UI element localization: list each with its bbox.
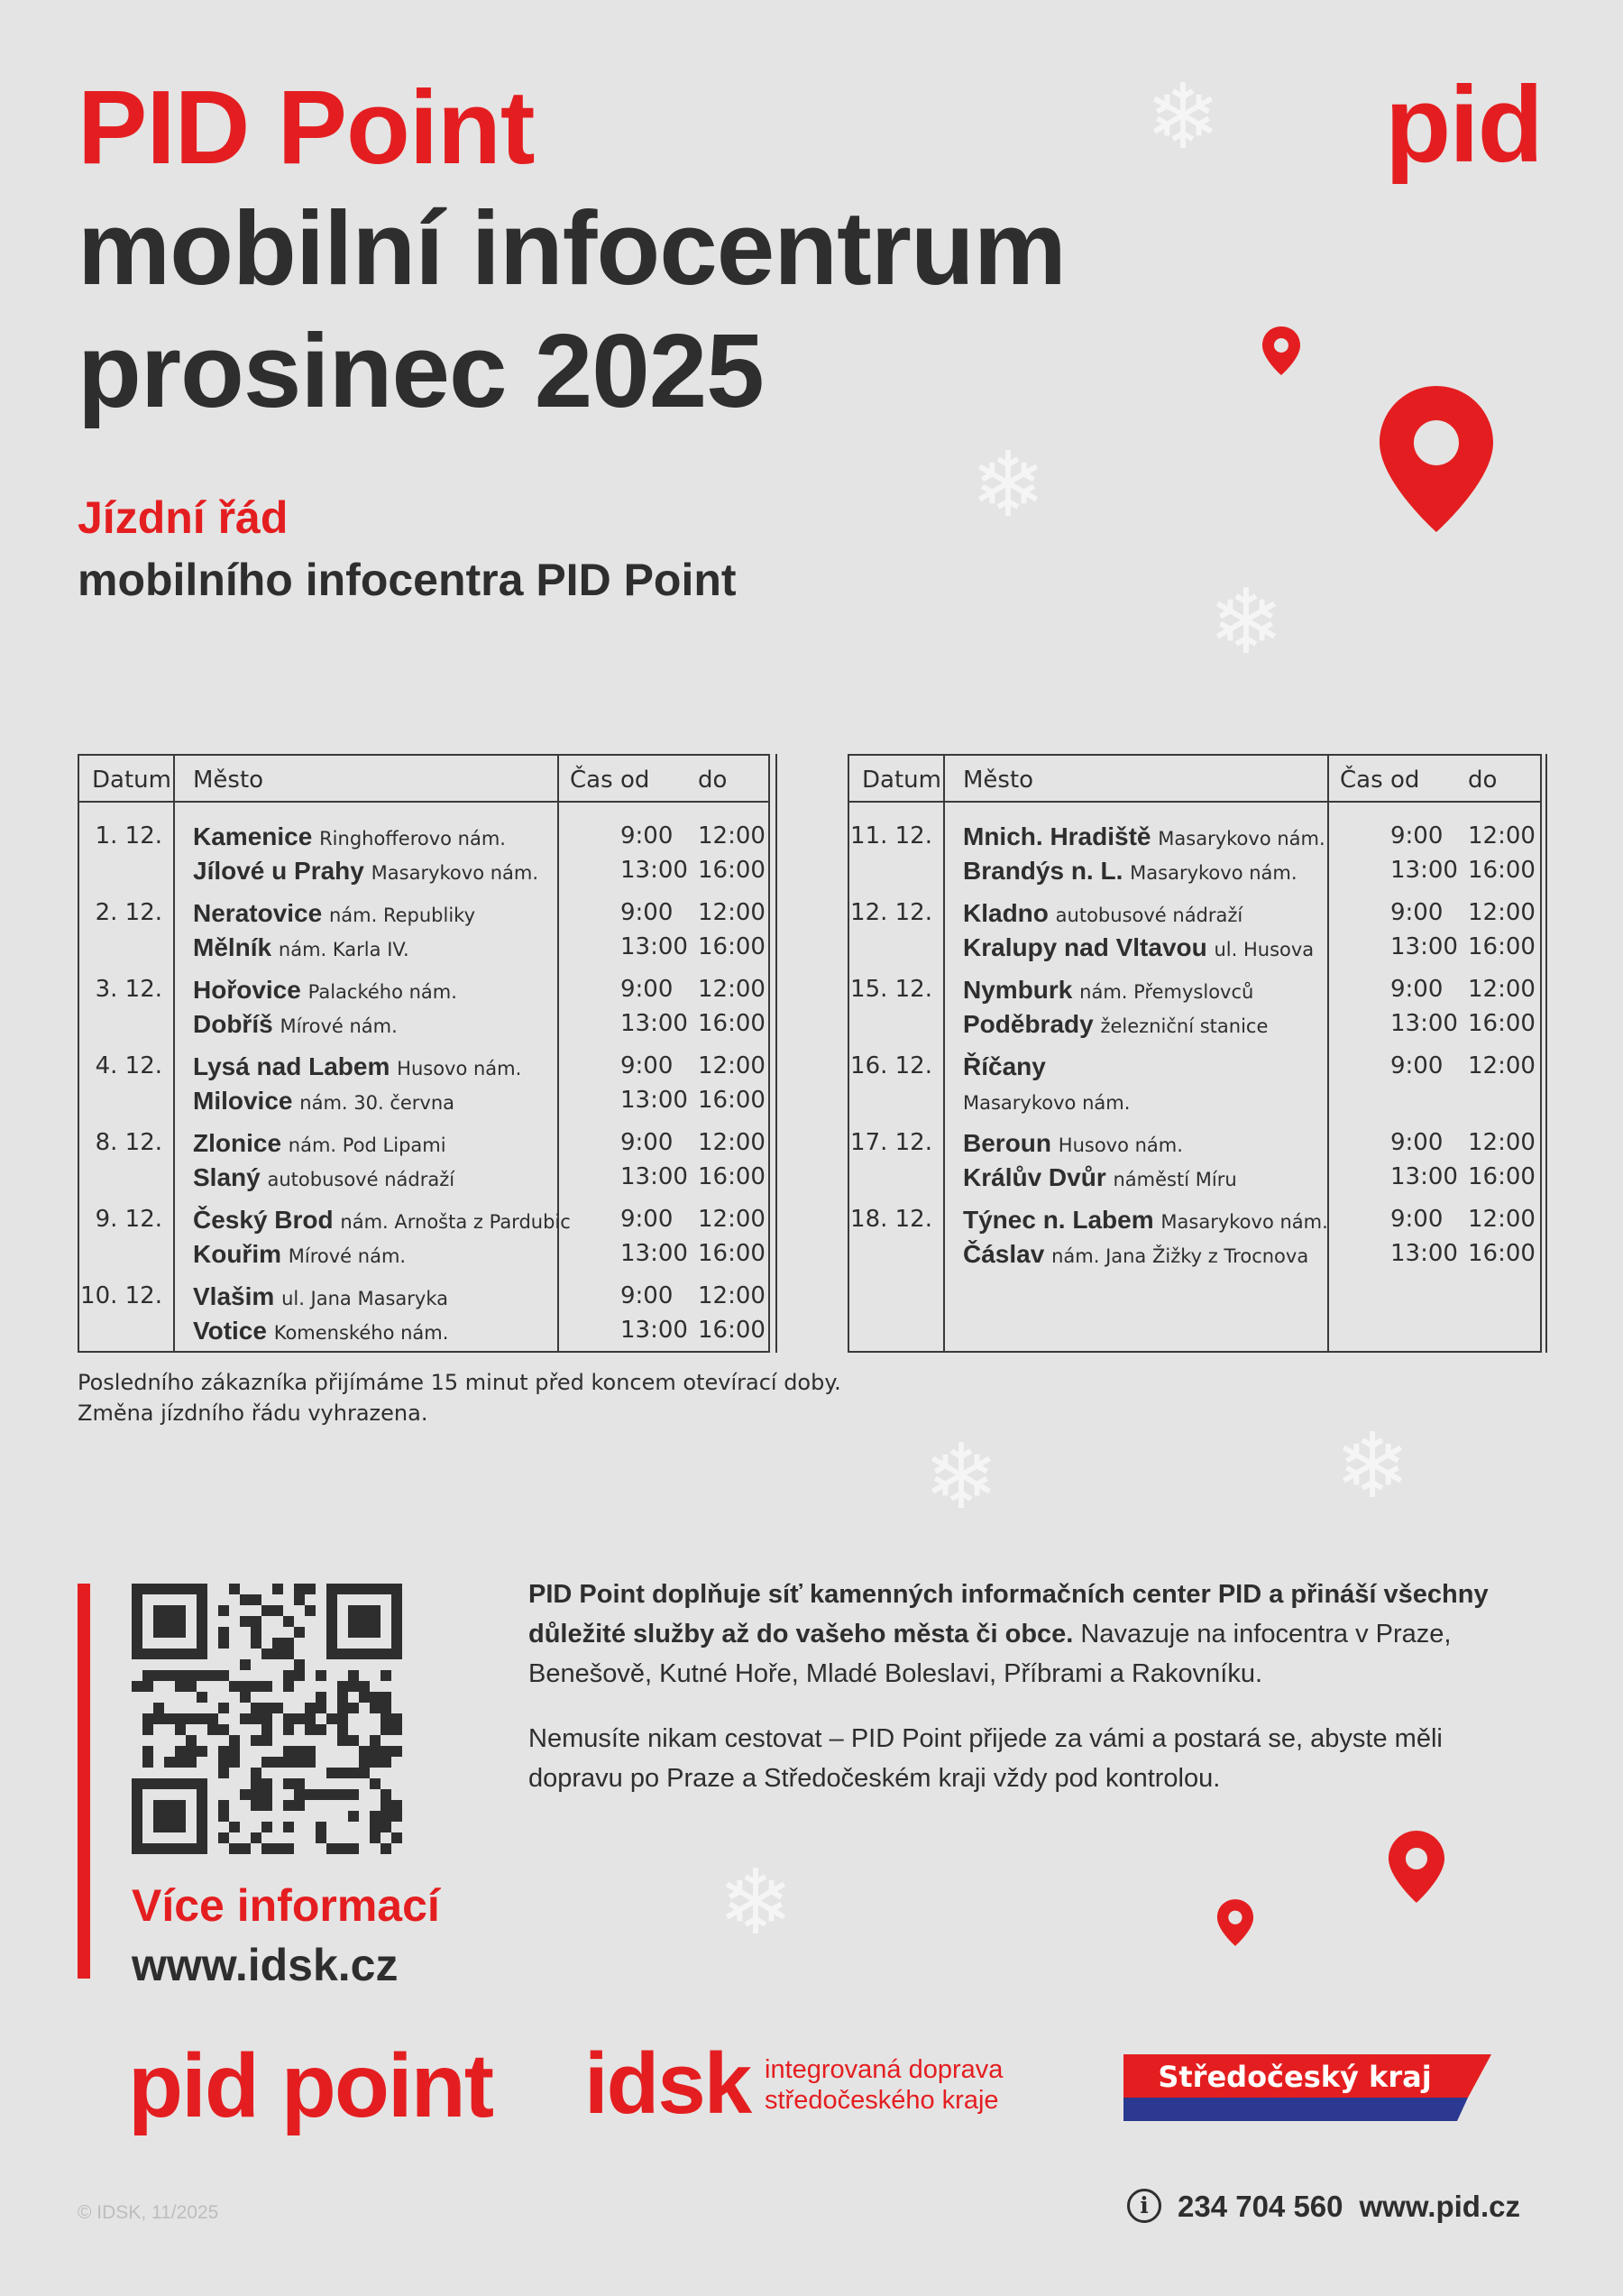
- row-date: 2. 12.: [95, 899, 162, 926]
- stop-location: [963, 1163, 1237, 1192]
- table-row: [79, 1284, 768, 1356]
- stop-location: [193, 1129, 446, 1158]
- city-name: Mělník: [193, 933, 272, 961]
- description-text: Navazuje na infocentra v Praze, Benešově, Kutné Hoře, Mladé Boleslavi, Příbrami a Rakovníku.: [528, 1620, 1452, 1688]
- stop-location: [193, 899, 475, 928]
- city-name: Vlašim: [193, 1282, 275, 1310]
- row-date: 1. 12.: [95, 822, 162, 850]
- schedule-table-left: [78, 754, 770, 1353]
- copyright: © IDSK, 11/2025: [78, 2202, 219, 2223]
- snowflake-icon: ❄: [1208, 569, 1284, 675]
- city-name: Český Brod: [193, 1206, 334, 1234]
- phone-number[interactable]: 234 704 560: [1178, 2190, 1343, 2223]
- header-from: od: [620, 767, 650, 794]
- stop-location: [193, 1282, 448, 1311]
- stop-location: [193, 1240, 406, 1269]
- time-to: 12:00: [1468, 1129, 1536, 1156]
- stop-location: [193, 857, 538, 886]
- city-name: Říčany: [963, 1052, 1046, 1080]
- subtitle-secondary: mobilního infocentra PID Point: [78, 555, 737, 605]
- stop-address: Husovo nám.: [397, 1058, 522, 1079]
- stop-address: Mírové nám.: [280, 1015, 398, 1037]
- stop-location: [193, 1010, 398, 1039]
- stop-location: [193, 822, 506, 851]
- description-paragraph: Nemusíte nikam cestovat – PID Point přijede za vámi a postará se, abyste měli dopravu po Praze a Středočeském kraji vždy pod kontrolou.: [528, 1724, 1443, 1793]
- city-name: Kralupy nad Vltavou: [963, 933, 1207, 961]
- stop-address: Palackého nám.: [307, 981, 457, 1003]
- time-to: 16:00: [1468, 933, 1536, 960]
- stop-address: nám. Arnošta z Pardubic: [340, 1211, 571, 1233]
- snowflake-icon: ❄: [1145, 64, 1221, 170]
- time-from: 13:00: [620, 1010, 688, 1037]
- time-from: 13:00: [1390, 933, 1458, 960]
- row-date: 8. 12.: [95, 1129, 162, 1156]
- idsk-tagline: [765, 2054, 1003, 2116]
- time-to: 16:00: [698, 1317, 766, 1344]
- time-to: 12:00: [1468, 899, 1536, 926]
- note-line: Změna jízdního řádu vyhrazena.: [78, 1401, 428, 1426]
- stop-location: [193, 1163, 454, 1192]
- row-date: 17. 12.: [850, 1129, 932, 1156]
- city-name: Brandýs n. L.: [963, 857, 1123, 885]
- stop-location: [963, 1010, 1268, 1039]
- stop-location: [963, 1240, 1308, 1269]
- city-name: Nymburk: [963, 976, 1073, 1004]
- subtitle: Jízdní řád: [78, 492, 289, 543]
- pid-point-logo: pid point: [128, 2035, 493, 2136]
- city-name: Mnich. Hradiště: [963, 822, 1151, 850]
- city-name: Poděbrady: [963, 1010, 1094, 1038]
- time-from: 13:00: [1390, 1163, 1458, 1190]
- stop-address: Mírové nám.: [288, 1245, 407, 1267]
- time-from: 13:00: [620, 1087, 688, 1114]
- stop-location: [193, 976, 457, 1005]
- time-to: 16:00: [698, 933, 766, 960]
- time-from: 13:00: [620, 1317, 688, 1344]
- kraj-label: Středočeský kraj: [1158, 2060, 1432, 2094]
- time-from: 9:00: [620, 1129, 674, 1156]
- stop-location: [193, 1206, 571, 1235]
- stop-address: Komenského nám.: [273, 1322, 449, 1344]
- time-from: 9:00: [620, 899, 674, 926]
- stop-address: nám. Přemyslovců: [1079, 981, 1254, 1003]
- time-from: 13:00: [1390, 1240, 1458, 1267]
- city-name: Králův Dvůr: [963, 1163, 1106, 1191]
- time-to: 16:00: [698, 857, 766, 884]
- stop-address: Ringhofferovo nám.: [319, 828, 506, 850]
- stop-address: autobusové nádraží: [267, 1169, 455, 1190]
- stop-address: Masarykovo nám.: [1158, 828, 1325, 850]
- row-date: 9. 12.: [95, 1206, 162, 1233]
- stop-address: Masarykovo nám.: [1130, 862, 1297, 884]
- stop-location: [963, 1087, 1130, 1116]
- time-to: 12:00: [698, 899, 766, 926]
- header-time: Čas: [570, 767, 613, 794]
- city-name: Beroun: [963, 1129, 1051, 1157]
- stop-location: [963, 1052, 1046, 1081]
- time-to: 16:00: [1468, 1240, 1536, 1267]
- stredocesky-kraj-logo: [1123, 2054, 1491, 2121]
- time-from: 13:00: [620, 1240, 688, 1267]
- stop-address: nám. Karla IV.: [278, 939, 409, 960]
- time-from: 13:00: [1390, 857, 1458, 884]
- page-title-month: prosinec 2025: [78, 312, 764, 429]
- time-from: 9:00: [1390, 899, 1444, 926]
- stop-address: ul. Jana Masaryka: [281, 1288, 448, 1309]
- description-paragraph: [528, 1575, 1520, 1694]
- snowflake-icon: ❄: [718, 1850, 793, 1955]
- time-to: 12:00: [698, 1206, 766, 1233]
- header-city: Město: [963, 767, 1034, 794]
- stop-location: [193, 1087, 454, 1116]
- stop-address: náměstí Míru: [1113, 1169, 1237, 1190]
- time-from: 13:00: [620, 857, 688, 884]
- time-to: 12:00: [698, 976, 766, 1003]
- header-date: Datum: [862, 767, 941, 794]
- time-to: 16:00: [1468, 857, 1536, 884]
- time-to: 12:00: [698, 1282, 766, 1309]
- table-row: [849, 978, 1540, 1050]
- table-row: [79, 1054, 768, 1126]
- city-name: Neratovice: [193, 899, 323, 927]
- city-name: Jílové u Prahy: [193, 857, 364, 885]
- time-to: 12:00: [1468, 1206, 1536, 1233]
- table-row: [79, 901, 768, 973]
- time-to: 16:00: [698, 1087, 766, 1114]
- stop-address: nám. Jana Žižky z Trocnova: [1051, 1245, 1309, 1267]
- time-from: 9:00: [620, 1282, 674, 1309]
- location-pin-icon: [1387, 1829, 1446, 1905]
- header-from: od: [1390, 767, 1420, 794]
- time-from: 9:00: [620, 1052, 674, 1079]
- city-name: Dobříš: [193, 1010, 273, 1038]
- table-row: [849, 901, 1540, 973]
- time-from: 13:00: [620, 1163, 688, 1190]
- city-name: Lysá nad Labem: [193, 1052, 390, 1080]
- stop-location: [963, 976, 1253, 1005]
- stop-location: [193, 1317, 448, 1345]
- time-from: 9:00: [1390, 822, 1444, 850]
- row-date: 15. 12.: [850, 976, 932, 1003]
- idsk-tagline-line: středočeského kraje: [765, 2086, 999, 2115]
- table-row: [849, 824, 1540, 896]
- stop-address: nám. Pod Lipami: [288, 1134, 446, 1156]
- time-from: 9:00: [620, 1206, 674, 1233]
- time-to: 12:00: [698, 1052, 766, 1079]
- stop-address: Masarykovo nám.: [371, 862, 539, 884]
- stop-location: [193, 1052, 521, 1081]
- time-to: 16:00: [698, 1240, 766, 1267]
- table-row: [79, 1131, 768, 1203]
- description-bold: PID Point doplňuje síť kamenných informačních center PID a přináší všechny důležité služby až do vašeho města či obce.: [528, 1580, 1489, 1649]
- contact-info: [1127, 2190, 1520, 2226]
- location-pin-icon: [1376, 382, 1497, 536]
- time-to: 16:00: [1468, 1010, 1536, 1037]
- time-to: 12:00: [698, 822, 766, 850]
- stop-location: [963, 822, 1325, 851]
- location-pin-icon: [1261, 325, 1302, 377]
- city-name: Čáslav: [963, 1240, 1045, 1268]
- time-to: 16:00: [698, 1163, 766, 1190]
- time-from: 9:00: [620, 976, 674, 1003]
- stop-address: Husovo nám.: [1058, 1134, 1183, 1156]
- time-to: 16:00: [698, 1010, 766, 1037]
- city-name: Kouřim: [193, 1240, 281, 1268]
- city-name: Slaný: [193, 1163, 261, 1191]
- time-from: 9:00: [1390, 1052, 1444, 1079]
- row-date: 10. 12.: [80, 1282, 162, 1309]
- stop-address: ul. Husova: [1214, 939, 1315, 960]
- stop-address: železniční stanice: [1100, 1015, 1269, 1037]
- idsk-tagline-line: integrovaná doprava: [765, 2055, 1004, 2084]
- stop-location: [963, 1206, 1328, 1235]
- row-date: 16. 12.: [850, 1052, 932, 1079]
- schedule-note: [78, 1367, 841, 1428]
- snowflake-icon: ❄: [1334, 1413, 1410, 1519]
- stop-location: [193, 933, 409, 962]
- page-title: mobilní infocentrum: [78, 189, 1066, 307]
- time-from: 9:00: [1390, 976, 1444, 1003]
- web-link[interactable]: www.pid.cz: [1359, 2190, 1520, 2223]
- header-to: do: [1468, 767, 1498, 794]
- time-from: 13:00: [620, 933, 688, 960]
- stop-location: [963, 899, 1242, 928]
- city-name: Kladno: [963, 899, 1049, 927]
- city-name: Týnec n. Labem: [963, 1206, 1154, 1234]
- table-row: [849, 1054, 1540, 1126]
- stop-address: Masarykovo nám.: [963, 1092, 1131, 1114]
- table-row: [79, 824, 768, 896]
- schedule-table-right: [848, 754, 1542, 1353]
- idsk-logo: idsk: [584, 2035, 751, 2132]
- time-from: 9:00: [1390, 1206, 1444, 1233]
- snowflake-icon: ❄: [970, 432, 1046, 537]
- city-name: Milovice: [193, 1087, 293, 1115]
- header-time: Čas: [1340, 767, 1383, 794]
- row-date: 12. 12.: [850, 899, 932, 926]
- table-row: [79, 978, 768, 1050]
- time-to: 16:00: [1468, 1163, 1536, 1190]
- stop-location: [963, 857, 1297, 886]
- stop-address: autobusové nádraží: [1055, 905, 1243, 926]
- stop-location: [963, 1129, 1183, 1158]
- header-to: do: [698, 767, 728, 794]
- time-from: 13:00: [1390, 1010, 1458, 1037]
- city-name: Votice: [193, 1317, 267, 1345]
- row-date: 11. 12.: [850, 822, 932, 850]
- time-from: 9:00: [620, 822, 674, 850]
- stop-address: Masarykovo nám.: [1160, 1211, 1328, 1233]
- header-date: Datum: [92, 767, 171, 794]
- time-to: 12:00: [1468, 976, 1536, 1003]
- time-to: 12:00: [1468, 1052, 1536, 1079]
- stop-address: nám. 30. června: [299, 1092, 455, 1114]
- table-row: [849, 1208, 1540, 1280]
- time-to: 12:00: [698, 1129, 766, 1156]
- city-name: Kamenice: [193, 822, 313, 850]
- snowflake-icon: ❄: [923, 1424, 999, 1529]
- table-row: [79, 1208, 768, 1280]
- pid-logo: pid: [1385, 64, 1542, 185]
- page-title-brand: PID Point: [78, 69, 535, 186]
- stop-address: nám. Republiky: [328, 905, 476, 926]
- time-to: 12:00: [1468, 822, 1536, 850]
- row-date: 18. 12.: [850, 1206, 932, 1233]
- city-name: Hořovice: [193, 976, 301, 1004]
- table-row: [849, 1131, 1540, 1203]
- location-pin-icon: [1215, 1897, 1255, 1948]
- header-city: Město: [193, 767, 264, 794]
- city-name: Zlonice: [193, 1129, 282, 1157]
- qr-code-icon[interactable]: [132, 1584, 402, 1854]
- accent-bar: [78, 1584, 90, 1979]
- time-from: 9:00: [1390, 1129, 1444, 1156]
- info-icon: i: [1127, 2189, 1161, 2223]
- more-info-link[interactable]: www.idsk.cz: [132, 1940, 399, 1990]
- more-info-label: Více informací: [132, 1880, 440, 1931]
- row-date: 3. 12.: [95, 976, 162, 1003]
- row-date: 4. 12.: [95, 1052, 162, 1079]
- stop-location: [963, 933, 1314, 962]
- note-line: Posledního zákazníka přijímáme 15 minut před koncem otevírací doby.: [78, 1370, 841, 1395]
